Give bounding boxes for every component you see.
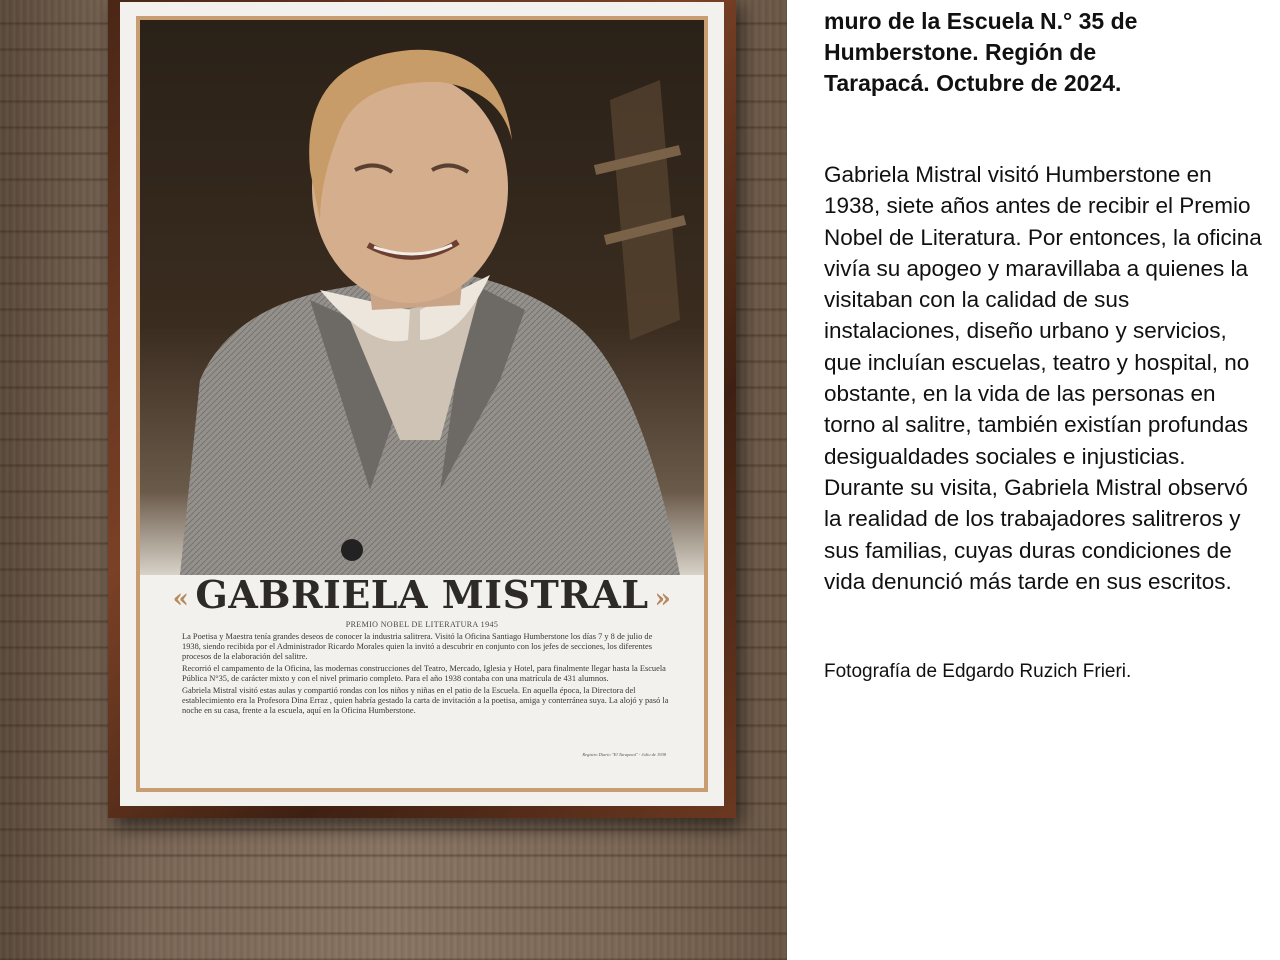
caption-heading	[824, 6, 1264, 99]
caption-heading-line: Tarapacá. Octubre de 2024.	[824, 70, 1122, 96]
flourish-right: »	[654, 583, 672, 614]
poster-title-text: GABRIELA MISTRAL	[195, 572, 649, 617]
photo-credit: Fotografía de Edgardo Ruzich Frieri.	[824, 661, 1132, 683]
flourish-left: «	[172, 583, 190, 614]
poster-subtitle: PREMIO NOBEL DE LITERATURA 1945	[345, 620, 499, 629]
caption	[824, 6, 1264, 685]
poster-paragraph: Recorrió el campamento de la Oficina, las modernas construcciones del Teatro, Mercado, Iglesia y Hotel, para finalmente llegar hasta la Escuela Pública N°35, de carácter mixto y con el nivel primario completo. Para el año 1938 contaba con una matrícula de 431 alumnos.	[182, 664, 666, 683]
caption-heading-line: muro de la Escuela N.° 35 de	[824, 8, 1138, 34]
poster-title	[140, 572, 704, 617]
poster-paragraph: La Poetisa y Maestra tenía grandes deseos de conocer la industria salitrera. Visitó la Oficina Santiago Humberstone los días 7 y 8 de julio de 1938, siendo recibida por el Administrador Ricardo Morales quien la invitó a descubrir en conjunto con los jefes de secciones, los diferentes procesos de la elaboración del salitre.	[182, 632, 653, 661]
poster-body	[182, 632, 672, 718]
poster	[120, 2, 724, 806]
caption-body: Gabriela Mistral visitó Humberstone en 1938, siete años antes de recibir el Premio Nobel de Literatura. Por entonces, la oficina vivía su apogeo y maravillaba a quienes la visitaban con la calidad de sus instalaciones, diseño urbano y servicios, que incluían escuelas, teatro y hospital, no obstante, en la vida de las personas en torno al salitre, también existían profundas desigualdades sociales e injusticias. Durante su visita, Gabriela Mistral observó la realidad de los trabajadores salitreros y sus familias, cuyas duras condiciones de vida denunció más tarde en sus escritos.	[824, 162, 1262, 594]
poster-credit: Registro Diario "El Tarapacá" - Julio de 1938	[582, 752, 666, 757]
poster-paragraph: Gabriela Mistral visitó estas aulas y compartió rondas con los niños y niñas en el patio de la Escuela. En aquella época, la Directora del establecimiento era la Profesora Dina Erraz , quien habría gestado la carta de invitación a la poetisa, amiga y conterránea suya. La alojó y pasó la noche en su casa, frente a la escuela, aquí en la Oficina Humberstone.	[182, 686, 669, 715]
caption-heading-line: Humberstone. Región de	[824, 39, 1097, 65]
wooden-frame	[108, 0, 736, 818]
